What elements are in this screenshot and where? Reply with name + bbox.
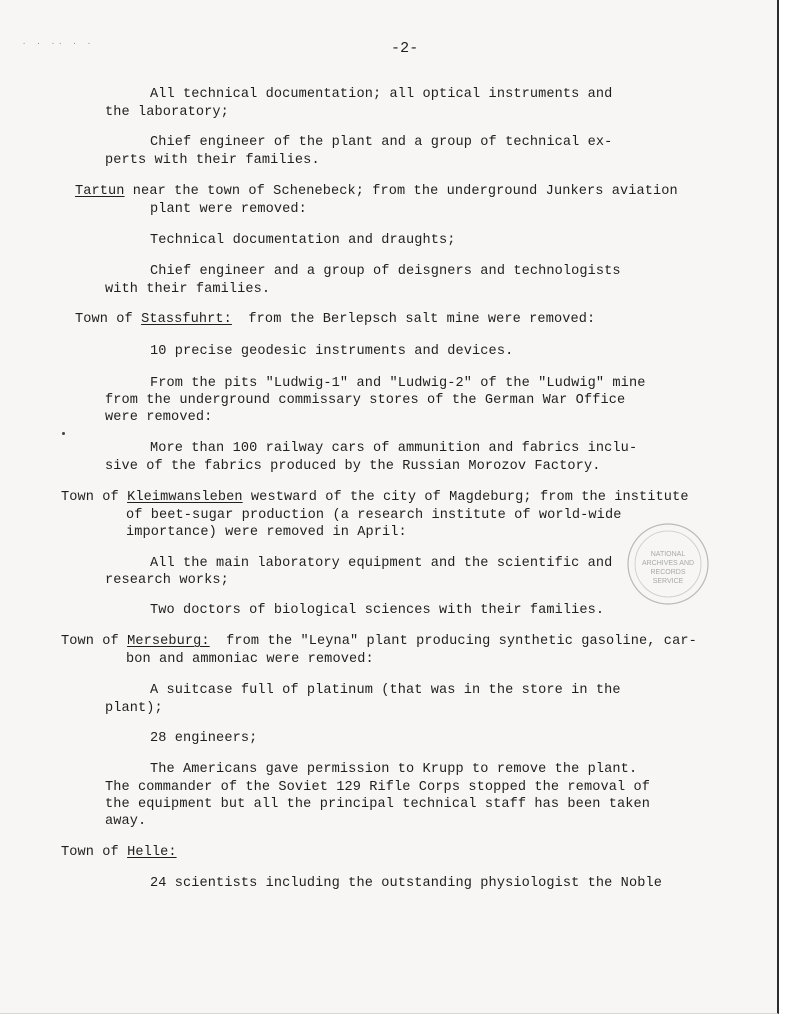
text-line: 28 engineers; bbox=[150, 731, 258, 746]
text-line: importance) were removed in April: bbox=[126, 525, 407, 540]
text-line: 10 precise geodesic instruments and devices. bbox=[150, 344, 514, 359]
text-segment: Town of bbox=[61, 634, 128, 649]
place-name-tartun: Tartun bbox=[75, 184, 125, 199]
place-name-stassfuhrt: Stassfuhrt: bbox=[141, 312, 232, 327]
text-segment: near the town of Schenebeck; from the underground Junkers aviation bbox=[124, 184, 678, 199]
text-line: were removed: bbox=[105, 410, 213, 425]
text-line: bon and ammoniac were removed: bbox=[126, 652, 374, 667]
text-segment: Town of bbox=[61, 490, 128, 505]
place-name-kleimwansleben: Kleimwansleben bbox=[127, 490, 243, 505]
text-line: research works; bbox=[105, 573, 229, 588]
text-line: A suitcase full of platinum (that was in the store in the bbox=[150, 683, 621, 698]
place-name-helle: Helle: bbox=[127, 845, 177, 860]
svg-text:NATIONAL: NATIONAL bbox=[650, 551, 686, 558]
text-line: Technical documentation and draughts; bbox=[150, 233, 456, 248]
text-line: 24 scientists including the outstanding physiologist the Noble bbox=[150, 876, 662, 891]
text-line: Two doctors of biological sciences with their families. bbox=[150, 603, 605, 618]
text-line: plant); bbox=[105, 701, 163, 716]
text-line-heading bbox=[61, 489, 689, 506]
text-segment: Town of bbox=[75, 312, 142, 327]
text-segment: westward of the city of Magdeburg; from the institute bbox=[242, 490, 689, 505]
text-line: Chief engineer of the plant and a group of technical ex- bbox=[150, 135, 613, 150]
text-line: away. bbox=[105, 814, 147, 829]
text-line: sive of the fabrics produced by the Russian Morozov Factory. bbox=[105, 459, 601, 474]
text-line-heading bbox=[61, 633, 697, 650]
text-line: the laboratory; bbox=[105, 105, 229, 120]
text-segment: from the "Leyna" plant producing synthetic gasoline, car- bbox=[209, 634, 697, 649]
text-line-heading bbox=[61, 844, 177, 861]
text-line-heading bbox=[75, 311, 595, 328]
text-line-heading bbox=[75, 183, 678, 200]
margin-mark bbox=[62, 432, 65, 435]
text-line: from the underground commissary stores of the German War Office bbox=[105, 393, 626, 408]
text-line: From the pits "Ludwig-1" and "Ludwig-2" of the "Ludwig" mine bbox=[150, 376, 646, 391]
text-line: the equipment but all the principal technical staff has been taken bbox=[105, 797, 650, 812]
archive-stamp bbox=[626, 522, 710, 606]
place-name-merseburg: Merseburg: bbox=[127, 634, 210, 649]
page-number: -2- bbox=[391, 40, 419, 57]
text-segment: Town of bbox=[61, 845, 128, 860]
svg-text:RECORDS: RECORDS bbox=[650, 569, 686, 576]
text-line: More than 100 railway cars of ammunition and fabrics inclu- bbox=[150, 441, 638, 456]
text-line: The Americans gave permission to Krupp to remove the plant. bbox=[150, 762, 638, 777]
text-line: of beet-sugar production (a research institute of world-wide bbox=[126, 508, 622, 523]
svg-text:SERVICE: SERVICE bbox=[652, 578, 684, 585]
text-segment: from the Berlepsch salt mine were removed: bbox=[231, 312, 596, 327]
text-line: The commander of the Soviet 129 Rifle Corps stopped the removal of bbox=[105, 780, 650, 795]
scan-noise: · · ·· · · bbox=[22, 40, 95, 48]
text-line: perts with their families. bbox=[105, 153, 320, 168]
text-line: All technical documentation; all optical instruments and bbox=[150, 87, 613, 102]
svg-text:ARCHIVES AND: ARCHIVES AND bbox=[641, 560, 695, 567]
text-line: with their families. bbox=[105, 282, 271, 297]
text-line: Chief engineer and a group of deisgners and technologists bbox=[150, 264, 621, 279]
text-line: All the main laboratory equipment and the scientific and bbox=[150, 556, 613, 571]
text-line: plant were removed: bbox=[150, 202, 307, 217]
